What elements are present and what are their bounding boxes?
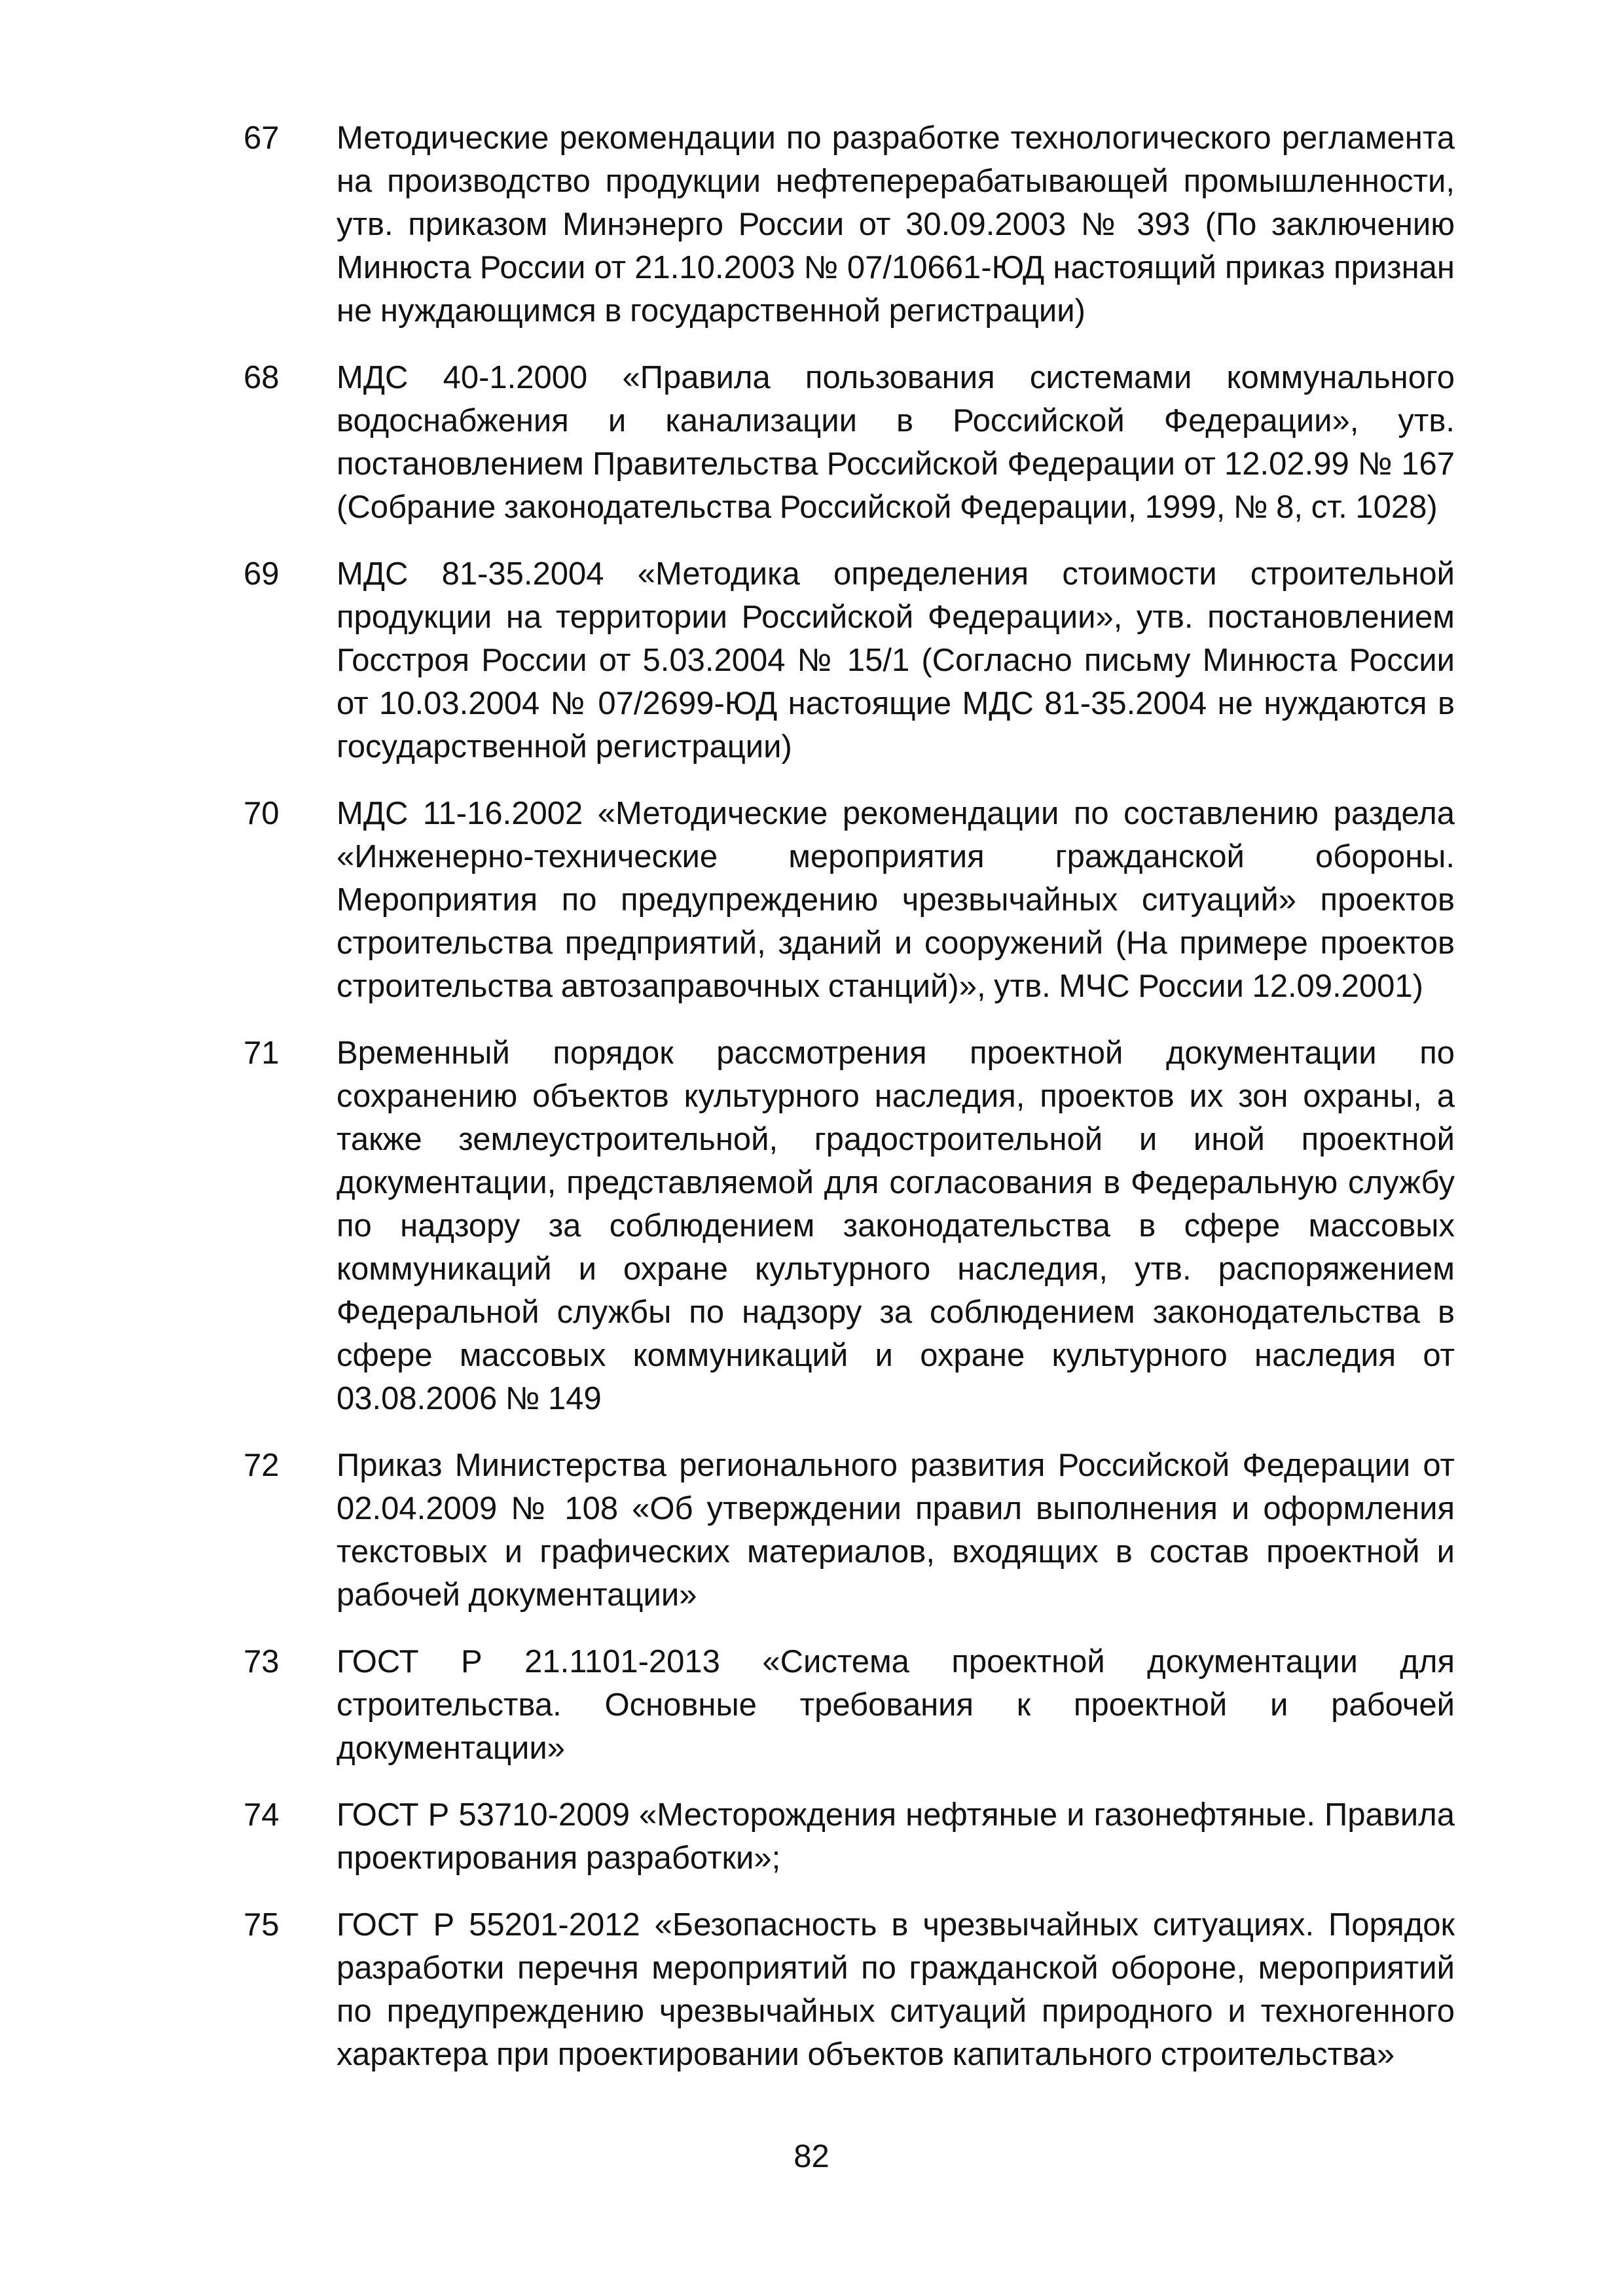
reference-text: ГОСТ Р 55201-2012 «Безопасность в чрезвычайных ситуациях. Порядок разработки перечня мероприятий по гражданской обороне, мероприятий по предупреждению чрезвычайных ситуаций природного и техногенного характера при проектировании объектов капитального строительства» xyxy=(337,1907,1455,2072)
reference-item xyxy=(244,792,1455,1008)
reference-text: Временный порядок рассмотрения проектной документации по сохранению объектов культурного наследия, проектов их зон охраны, а также землеустроительной, градостроительной и иной проектной документации, представляемой для согласования в Федеральную службу по надзору за соблюдением законодательства в сфере массовых коммуникаций и охране культурного наследия, утв. распоряжением Федеральной службы по надзору за соблюдением законодательства в сфере массовых коммуникаций и охране культурного наследия от 03.08.2006 № 149 xyxy=(337,1035,1455,1416)
reference-item xyxy=(244,356,1455,529)
reference-number: 70 xyxy=(244,796,280,831)
page-number: 82 xyxy=(793,2139,830,2174)
reference-number: 67 xyxy=(244,120,280,156)
reference-item xyxy=(244,1793,1455,1880)
reference-number: 68 xyxy=(244,360,280,395)
reference-number: 74 xyxy=(244,1797,280,1833)
reference-text: ГОСТ Р 53710-2009 «Месторождения нефтяные и газонефтяные. Правила проектирования разработки»; xyxy=(337,1797,1455,1876)
reference-text: МДС 81-35.2004 «Методика определения стоимости строительной продукции на территории Российской Федерации», утв. постановлением Госстроя России от 5.03.2004 № 15/1 (Согласно письму Минюста России от 10.03.2004 № 07/2699-ЮД настоящие МДС 81-35.2004 не нуждаются в государственной регистрации) xyxy=(337,556,1455,764)
reference-text: Методические рекомендации по разработке технологического регламента на производство продукции нефтеперерабатывающей промышленности, утв. приказом Минэнерго России от 30.09.2003 № 393 (По заключению Минюста России от 21.10.2003 № 07/10661-ЮД настоящий приказ признан не нуждающимся в государственной регистрации) xyxy=(337,120,1455,329)
reference-item xyxy=(244,1444,1455,1617)
reference-number: 72 xyxy=(244,1448,280,1483)
reference-text: ГОСТ Р 21.1101-2013 «Система проектной документации для строительства. Основные требования к проектной и рабочей документации» xyxy=(337,1644,1455,1766)
reference-number: 69 xyxy=(244,556,280,592)
reference-item xyxy=(244,1903,1455,2076)
reference-item xyxy=(244,1640,1455,1770)
reference-number: 73 xyxy=(244,1644,280,1679)
reference-item xyxy=(244,552,1455,768)
reference-text: МДС 11-16.2002 «Методические рекомендации по составлению раздела «Инженерно-технические мероприятия гражданской обороны. Мероприятия по предупреждению чрезвычайных ситуаций» проектов строительства предприятий, зданий и сооружений (На примере проектов строительства автозаправочных станций)», утв. МЧС России 12.09.2001) xyxy=(337,796,1455,1004)
reference-number: 71 xyxy=(244,1035,280,1071)
reference-list xyxy=(244,117,1455,2100)
reference-text: МДС 40-1.2000 «Правила пользования системами коммунального водоснабжения и канализации в Российской Федерации», утв. постановлением Правительства Российской Федерации от 12.02.99 № 167 (Собрание законодательства Российской Федерации, 1999, № 8, ст. 1028) xyxy=(337,360,1455,525)
reference-item xyxy=(244,117,1455,332)
reference-number: 75 xyxy=(244,1907,280,1943)
reference-text: Приказ Министерства регионального развития Российской Федерации от 02.04.2009 № 108 «Об утверждении правил выполнения и оформления текстовых и графических материалов, входящих в состав проектной и рабочей документации» xyxy=(337,1448,1455,1613)
reference-item xyxy=(244,1031,1455,1420)
